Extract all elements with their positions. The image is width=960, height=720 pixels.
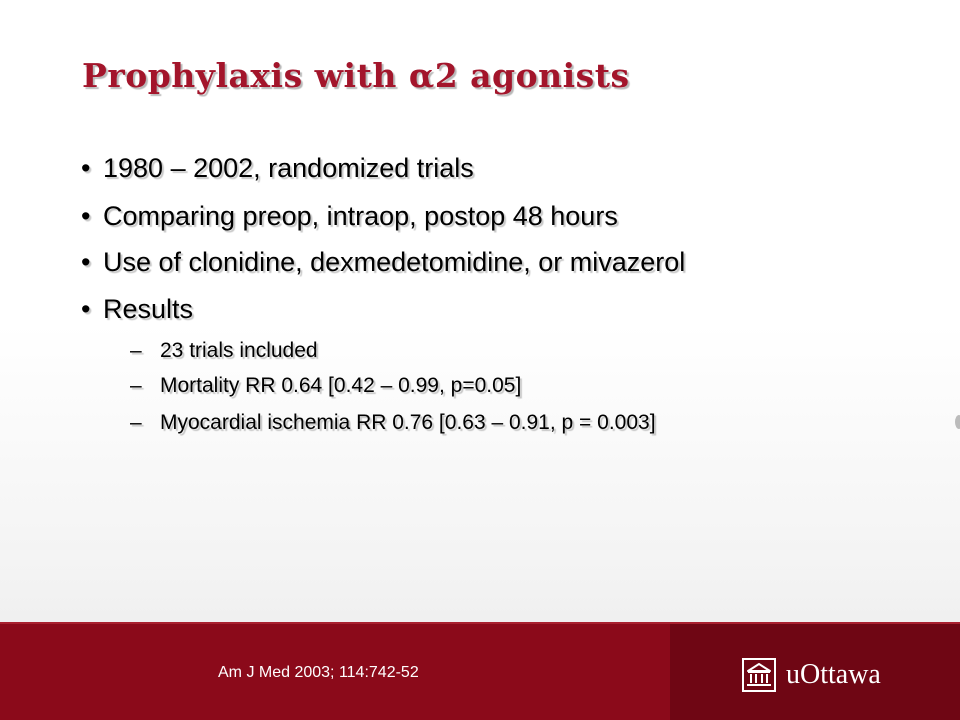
bullet-text: Use of clonidine, dexmedetomidine, or mivazerol <box>103 247 686 277</box>
bullet-text: Results <box>103 294 194 324</box>
logo-wordmark: uOttawa <box>786 659 881 690</box>
bullet-item-3 <box>81 246 686 278</box>
bullet-item-1 <box>81 152 474 184</box>
bullet-text: Comparing preop, intraop, postop 48 hours <box>103 201 618 231</box>
university-building-icon <box>742 658 776 692</box>
footer-band <box>0 622 960 720</box>
citation: Am J Med 2003; 114:742-52 <box>218 664 419 681</box>
bullet-dot: • <box>81 153 91 183</box>
uottawa-logo <box>742 658 881 692</box>
bullet-item-2 <box>81 200 618 232</box>
slide-title: Prophylaxis with α2 agonists <box>82 56 630 95</box>
sub-bullet-dash: – <box>130 374 142 397</box>
bullet-item-4 <box>81 293 194 325</box>
sub-bullet-text: Myocardial ischemia RR 0.76 [0.63 – 0.91, p = 0.003] <box>160 411 656 434</box>
edge-decoration <box>955 415 960 429</box>
sub-bullet-item-3 <box>130 410 656 436</box>
sub-bullet-text: 23 trials included <box>160 339 318 362</box>
sub-bullet-text: Mortality RR 0.64 [0.42 – 0.99, p=0.05] <box>160 374 522 397</box>
sub-bullet-item-2 <box>130 373 522 399</box>
bullet-dot: • <box>81 294 91 324</box>
sub-bullet-dash: – <box>130 339 142 362</box>
sub-bullet-item-1 <box>130 338 318 364</box>
bullet-dot: • <box>81 201 91 231</box>
bullet-dot: • <box>81 247 91 277</box>
sub-bullet-dash: – <box>130 411 142 434</box>
bullet-text: 1980 – 2002, randomized trials <box>103 153 474 183</box>
